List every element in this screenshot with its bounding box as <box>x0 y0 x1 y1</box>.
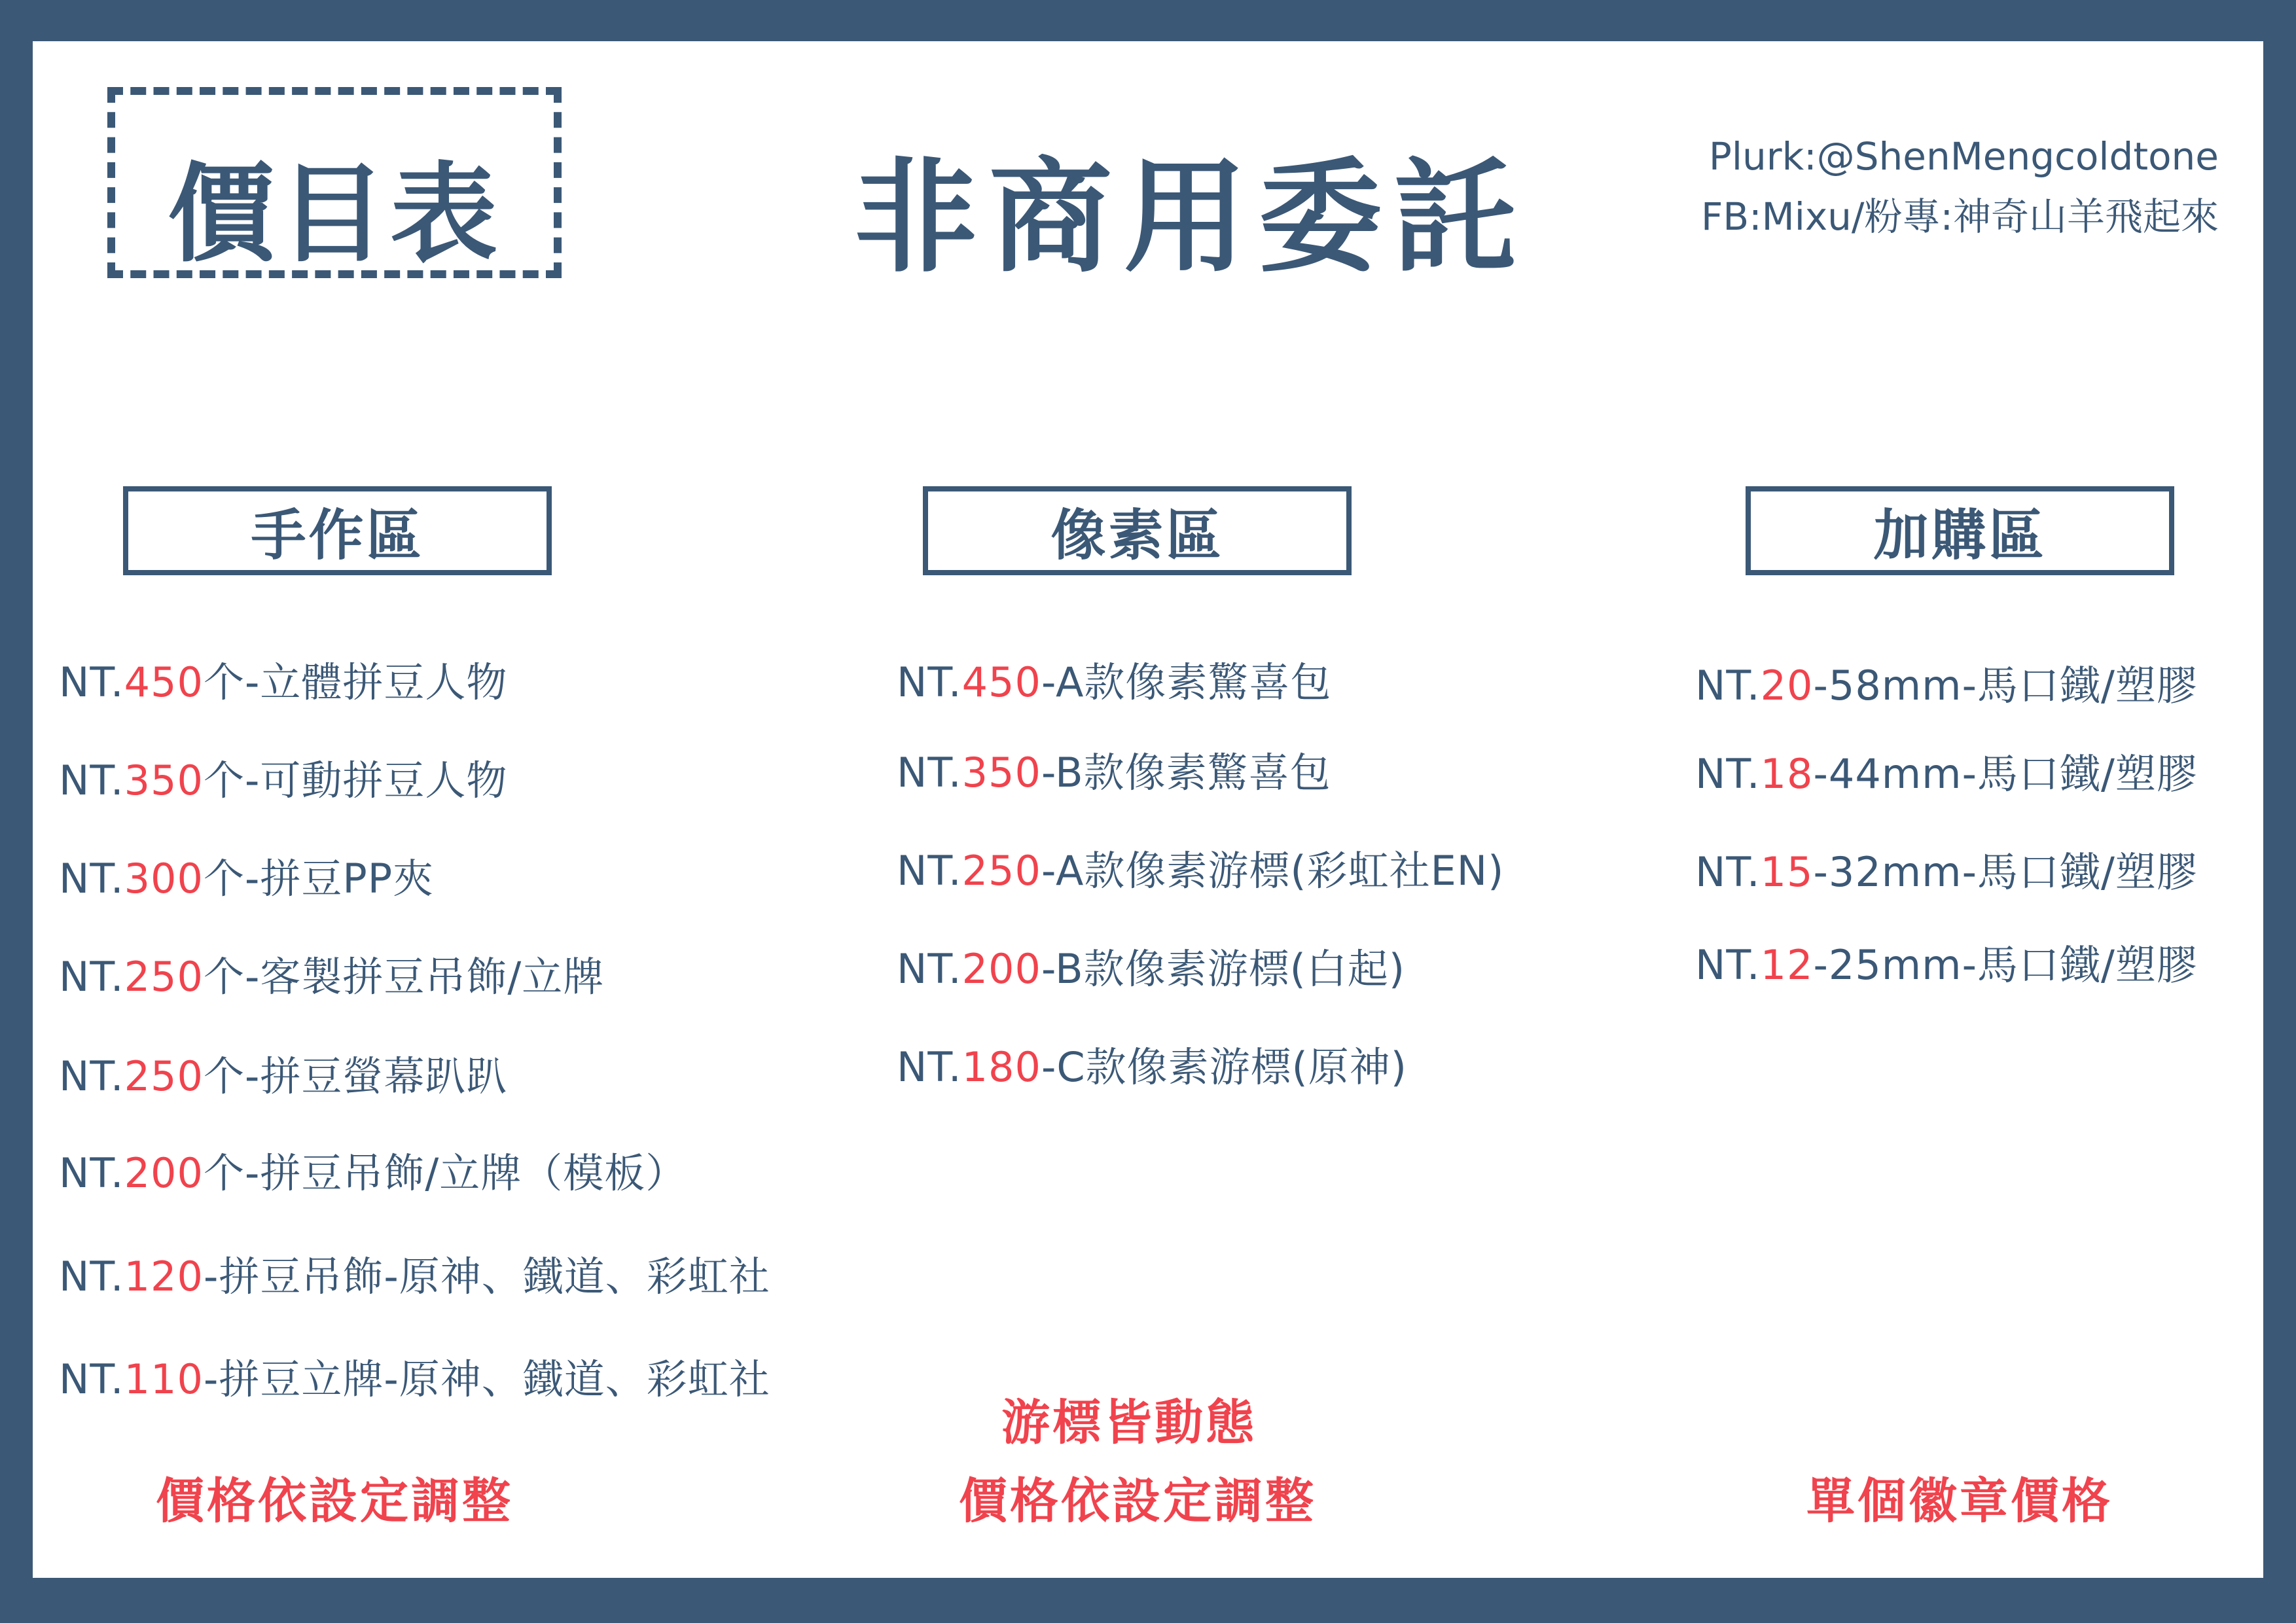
section-title-handmade: 手作區 <box>123 486 552 575</box>
plurk-credit: Plurk:@ShenMengcoldtone <box>1708 134 2219 179</box>
list-item: NT.250-A款像素游標(彩虹社EN) <box>897 847 1505 895</box>
list-item: NT.110-拼豆立牌-原神、鐵道、彩虹社 <box>59 1355 770 1403</box>
list-item: NT.15-32mm-馬口鐵/塑膠 <box>1695 848 2198 896</box>
list-item: NT.350-B款像素驚喜包 <box>897 749 1331 796</box>
price-sheet <box>33 41 2263 1578</box>
page-title: 非商用委託 <box>854 146 1528 289</box>
note-handmade: 價格依設定調整 <box>156 1473 513 1529</box>
facebook-credit: FB:Mixu/粉專:神奇山羊飛起來 <box>1700 194 2219 239</box>
list-item: NT.12-25mm-馬口鐵/塑膠 <box>1695 941 2198 989</box>
list-item: NT.300个-拼豆PP夾 <box>59 855 435 902</box>
list-item: NT.200个-拼豆吊飾/立牌（模板） <box>59 1149 687 1197</box>
credits <box>1545 126 2219 247</box>
list-item: NT.450-A款像素驚喜包 <box>897 658 1332 706</box>
list-item: NT.250个-拼豆螢幕趴趴 <box>59 1052 508 1100</box>
price-list-label: 價目表 <box>168 152 502 277</box>
list-item: NT.20-58mm-馬口鐵/塑膠 <box>1695 662 2198 709</box>
note-pixel-animated: 游標皆動態 <box>1001 1395 1257 1451</box>
list-item: NT.18-44mm-馬口鐵/塑膠 <box>1695 750 2198 798</box>
section-title-pixel: 像素區 <box>923 486 1352 575</box>
note-pixel: 價格依設定調整 <box>959 1473 1316 1529</box>
price-list-label-box <box>107 87 562 278</box>
note-addon: 單個徽章價格 <box>1806 1473 2113 1529</box>
list-item: NT.180-C款像素游標(原神) <box>897 1043 1407 1091</box>
section-title-addon: 加購區 <box>1746 486 2174 575</box>
list-item: NT.200-B款像素游標(白起) <box>897 945 1406 993</box>
list-item: NT.250个-客製拼豆吊飾/立牌 <box>59 953 605 1001</box>
list-item: NT.120-拼豆吊飾-原神、鐵道、彩虹社 <box>59 1253 770 1300</box>
list-item: NT.350个-可動拼豆人物 <box>59 757 508 804</box>
list-item: NT.450个-立體拼豆人物 <box>59 658 508 706</box>
